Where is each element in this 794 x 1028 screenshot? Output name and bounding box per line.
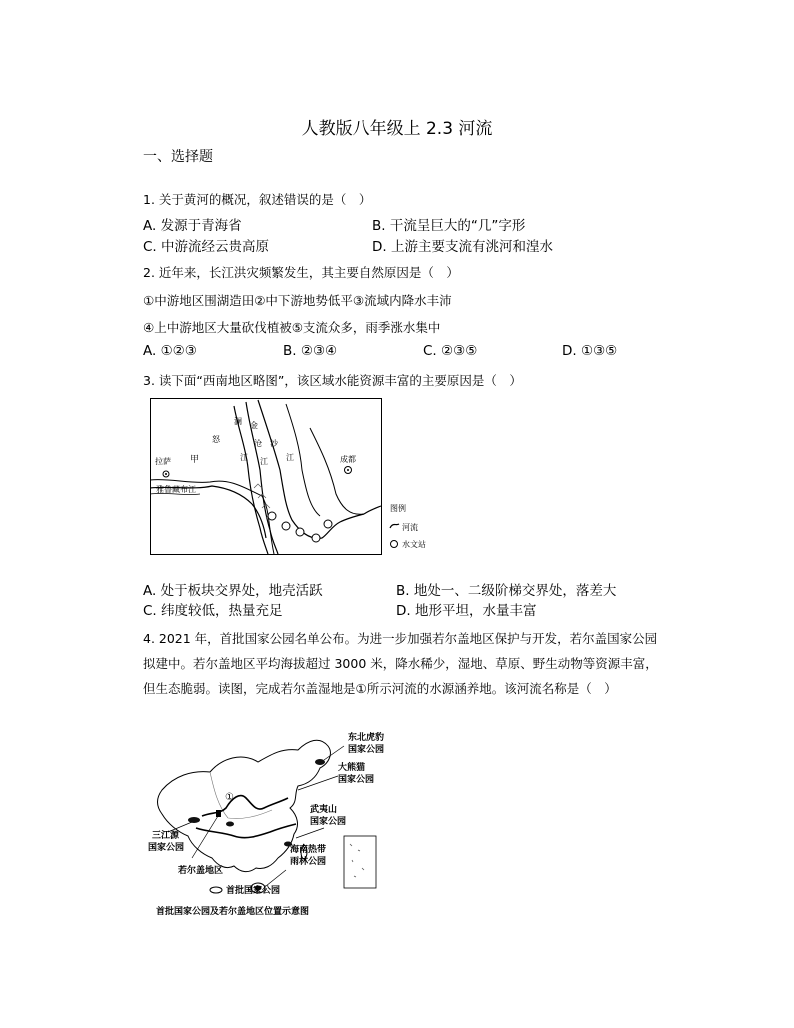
map-label-jiang-3: 江 [286, 453, 294, 462]
map-label-jiang-1: 江 [240, 453, 248, 462]
q3-option-d: D. 地形平坦，水量丰富 [396, 603, 537, 619]
park-label-5: 三江源 [152, 831, 180, 841]
map-caption: 首批国家公园及若尔盖地区位置示意图 [156, 907, 310, 917]
q2-option-b: B. ②③④ [283, 343, 338, 359]
q1-option-c: C. 中游流经云贵高原 [143, 239, 270, 255]
park-label-1b: 国家公园 [348, 745, 385, 755]
q3-option-b: B. 地处一、二级阶梯交界处，落差大 [396, 583, 617, 599]
park-legend-icon [210, 887, 222, 893]
river-legend-icon [390, 524, 399, 528]
park-label-3b: 国家公园 [310, 817, 347, 827]
station-legend-icon [391, 541, 398, 548]
park-label-4: 海南热带 [290, 845, 327, 855]
q3-stem: 3. 读下面“西南地区略图”，该区域水能资源丰富的主要原因是（ ） [143, 373, 522, 388]
map-label-lan: 澜 [234, 417, 242, 426]
q1-option-d: D. 上游主要支流有洮河和湟水 [372, 239, 553, 255]
map-label-yarlung: 雅鲁藏布江 [156, 485, 196, 494]
q1-option-a: A. 发源于青海省 [143, 218, 242, 234]
map-label-jiang-2: 江 [260, 457, 268, 466]
map-label-lasa: 拉萨 [155, 457, 171, 466]
q2-option-a: A. ①②③ [143, 343, 197, 359]
q1-stem: 1. 关于黄河的概况，叙述错误的是（ ） [143, 192, 372, 207]
map-label-jia: 甲 [190, 455, 200, 465]
park-label-3: 武夷山 [310, 805, 338, 815]
map-label-nu: 怒 [212, 435, 220, 444]
park-label-1: 东北虎豹 [348, 733, 385, 743]
q3-option-a: A. 处于板块交界处，地壳活跃 [143, 583, 323, 599]
park-label-2b: 国家公园 [338, 775, 375, 785]
doc-title: 人教版八年级上 2.3 河流 [301, 119, 493, 139]
section-heading: 一、选择题 [143, 149, 213, 165]
map-label-cang: 沧 [254, 439, 262, 448]
q4-text: 4. 2021 年，首批国家公园名单公布。为进一步加强若尔盖地区保护与开发，若尔盖国家公园拟建中。若尔盖地区平均海拔超过 3000 米，降水稀少，湿地、草原、野生动物等资源丰富，但生态脆弱。读图，完成若尔盖湿地是①所示河流的水源涵养地。该河流名称是（ ） [143, 631, 658, 696]
map-legend-river: 河流 [402, 523, 418, 532]
park-label-5b: 国家公园 [148, 843, 185, 853]
q3-option-c: C. 纬度较低，热量充足 [143, 603, 283, 619]
map-legend-station: 水文站 [402, 540, 426, 549]
q2-statement-line2: ④上中游地区大量砍伐植被⑤支流众多，雨季涨水集中 [143, 320, 441, 335]
park-label-4b: 雨林公园 [290, 857, 327, 867]
map-marker-1: ① [225, 792, 234, 803]
map-label-sha: 沙 [270, 439, 278, 448]
ruoergai-label: 若尔盖地区 [178, 866, 224, 876]
q1-option-b: B. 干流呈巨大的“几”字形 [372, 218, 526, 234]
q2-option-d: D. ①③⑤ [562, 343, 618, 359]
map-label-chengdu: 成都 [340, 455, 356, 464]
map-label-jin: 金 [250, 421, 258, 430]
q2-statement-line1: ①中游地区围湖造田②中下游地势低平③流域内降水丰沛 [143, 293, 452, 308]
q2-option-c: C. ②③⑤ [423, 343, 478, 359]
park-label-2: 大熊猫 [338, 763, 366, 773]
southwest-region-map [150, 398, 450, 560]
park-legend-label: 首批国家公园 [226, 886, 281, 896]
map-legend-title: 图例 [390, 504, 406, 513]
q2-stem: 2. 近年来，长江洪灾频繁发生，其主要自然原因是（ ） [143, 265, 459, 280]
national-parks-map [148, 728, 388, 924]
